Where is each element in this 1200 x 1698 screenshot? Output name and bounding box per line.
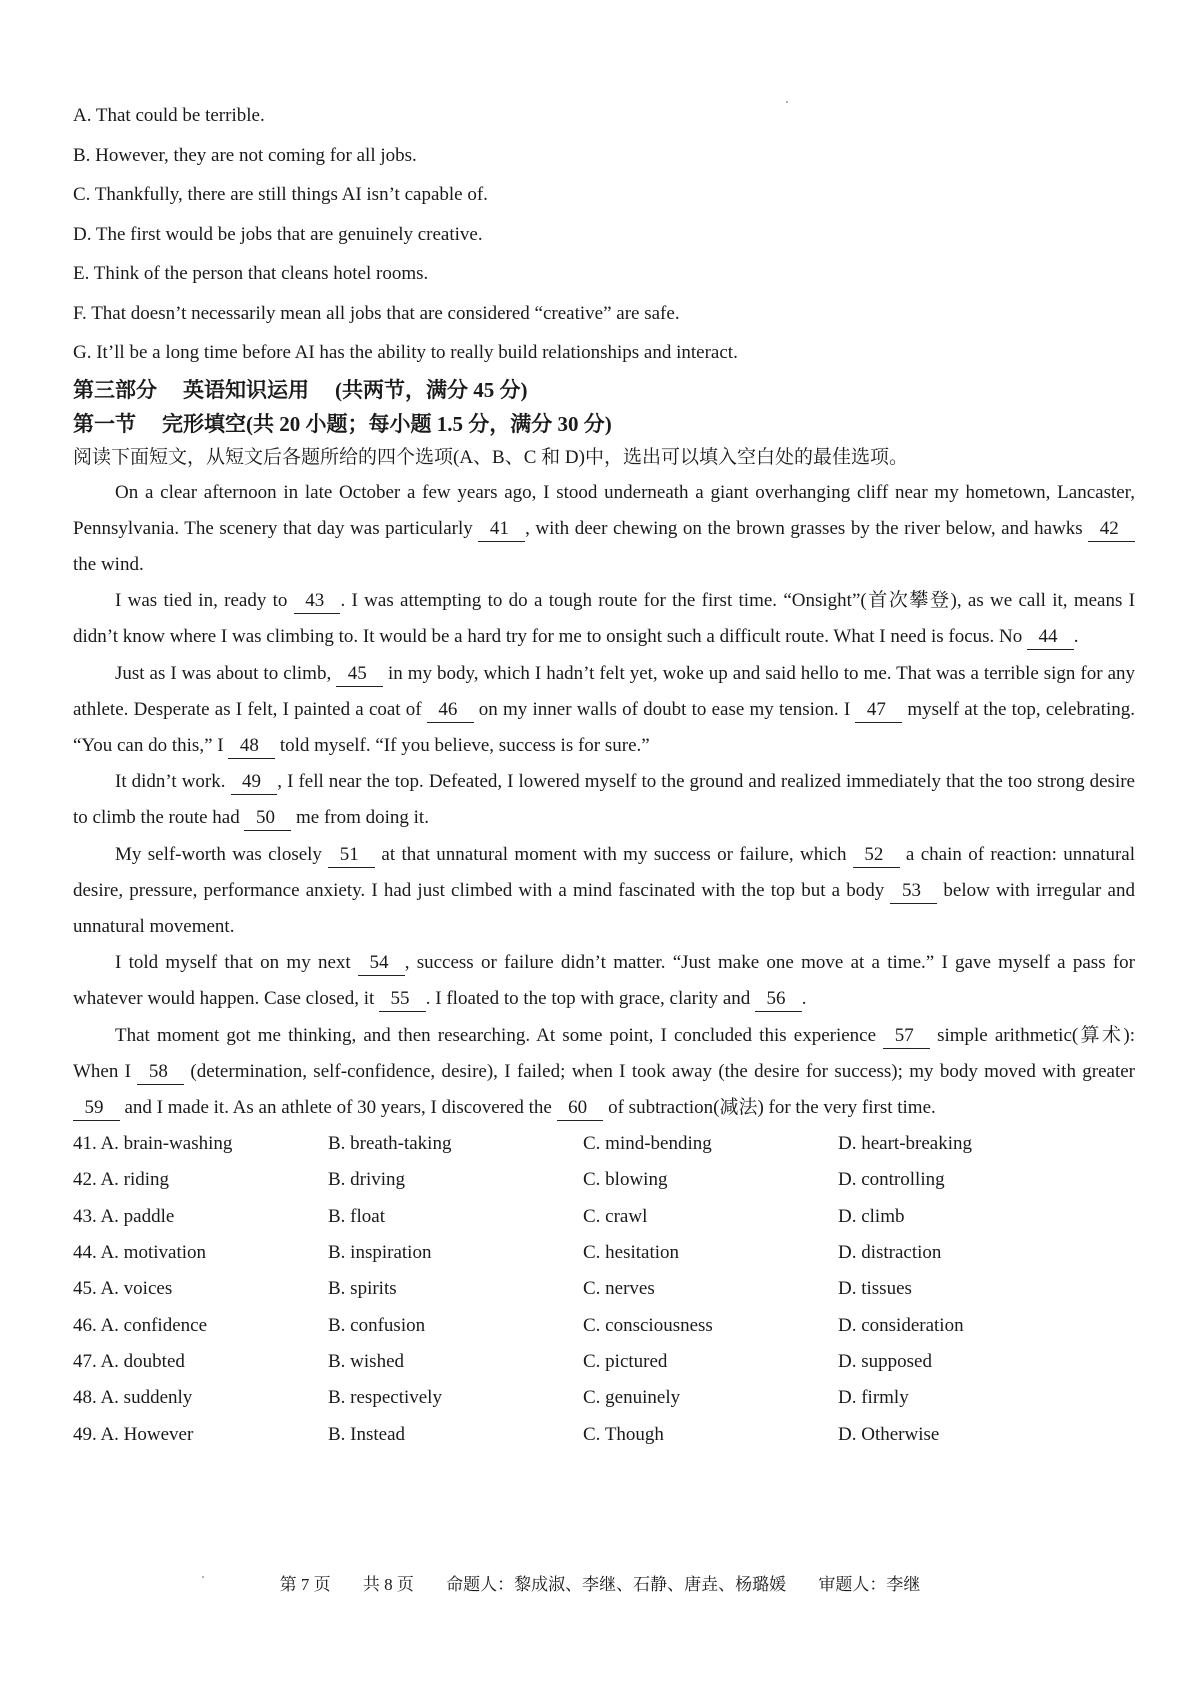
- choice-d[interactable]: D. firmly: [838, 1387, 909, 1409]
- page-total: 共 8 页: [362, 1575, 414, 1594]
- choice-c[interactable]: C. pictured: [583, 1350, 668, 1372]
- choices-table: [73, 1126, 1135, 1453]
- choice-d[interactable]: D. climb: [838, 1205, 905, 1227]
- choice-a[interactable]: 49. A. However: [73, 1423, 194, 1445]
- answer-options-list: [73, 96, 1135, 373]
- blank-60[interactable]: 60: [557, 1096, 604, 1121]
- page-footer: [0, 1570, 1200, 1595]
- choice-row: [73, 1235, 1135, 1271]
- passage-paragraph: [73, 1018, 1135, 1127]
- passage-paragraph: [73, 656, 1135, 765]
- blank-41[interactable]: 41: [478, 517, 525, 542]
- choice-c[interactable]: C. hesitation: [583, 1242, 680, 1264]
- passage-text: of subtraction(减法) for the very first time.: [603, 1096, 936, 1118]
- option-d: D. The first would be jobs that are genuinely creative.: [73, 223, 483, 245]
- blank-53[interactable]: 53: [890, 879, 937, 904]
- option-c: C. Thankfully, there are still things AI isn’t capable of.: [73, 184, 488, 205]
- choice-row: [73, 1344, 1135, 1380]
- choice-d[interactable]: D. consideration: [838, 1314, 964, 1336]
- passage-text: a chain of reaction: unnatural desire, pressure, performance anxiety. I had just climbed with a mind fascinated with the top but a body: [73, 843, 1135, 901]
- choice-row: [73, 1126, 1135, 1162]
- blank-45[interactable]: 45: [336, 662, 383, 687]
- option-g: G. It’ll be a long time before AI has the ability to really build relationships and interact.: [73, 342, 738, 363]
- choice-c[interactable]: C. nerves: [583, 1278, 655, 1300]
- passage-text: me from doing it.: [291, 807, 429, 829]
- page-number: 第 7 页: [279, 1575, 331, 1594]
- choice-d[interactable]: D. tissues: [838, 1278, 912, 1300]
- choice-b[interactable]: B. spirits: [328, 1278, 397, 1300]
- passage-text: at that unnatural moment with my success or failure, which: [375, 843, 853, 865]
- exam-page: [73, 96, 1135, 1453]
- passage-text: the wind.: [73, 553, 144, 575]
- choice-c[interactable]: C. genuinely: [583, 1387, 681, 1409]
- part-subtitle: 英语知识运用: [183, 377, 309, 402]
- choice-d[interactable]: D. controlling: [838, 1169, 945, 1191]
- choice-a[interactable]: 45. A. voices: [73, 1278, 173, 1300]
- blank-49[interactable]: 49: [231, 770, 278, 795]
- choice-c[interactable]: C. crawl: [583, 1205, 648, 1227]
- passage-text: myself at the top, celebrating. “You can do this,” I: [73, 698, 1136, 756]
- option-f: F. That doesn’t necessarily mean all jobs that are considered “creative” are safe.: [73, 302, 680, 324]
- blank-58[interactable]: 58: [137, 1060, 184, 1085]
- blank-57[interactable]: 57: [883, 1024, 930, 1049]
- passage-paragraph: [73, 583, 1135, 655]
- choice-c[interactable]: C. blowing: [583, 1169, 668, 1191]
- choice-d[interactable]: D. supposed: [838, 1350, 932, 1372]
- choice-b[interactable]: B. inspiration: [328, 1242, 432, 1264]
- blank-55[interactable]: 55: [379, 987, 426, 1012]
- blank-54[interactable]: 54: [358, 951, 405, 976]
- choice-row: [73, 1162, 1135, 1198]
- passage-text: (determination, self-confidence, desire), I failed; when I took away (the desire for success); my body moved with greater: [184, 1060, 1135, 1082]
- passage-text: .: [801, 988, 807, 1010]
- passage-text: It didn’t work.: [115, 771, 231, 793]
- passage-text: and I made it. As an athlete of 30 years, I discovered the: [119, 1096, 557, 1118]
- passage-text: , with deer chewing on the brown grasses by the river below, and hawks: [525, 517, 1089, 539]
- passage-text: told myself. “If you believe, success is for sure.”: [275, 734, 650, 756]
- choice-a[interactable]: 46. A. confidence: [73, 1314, 208, 1336]
- blank-50[interactable]: 50: [244, 806, 291, 831]
- authors: 命题人：黎成淑、李继、石静、唐垚、杨璐媛: [446, 1575, 787, 1594]
- passage-text: . I was attempting to do a tough route for the first time. “Onsight”(首次攀登), as we call it, means I didn’t know where I was climbing to. It would be a hard try for me to onsight such a difficult route. What I need is focus. No: [73, 590, 1135, 648]
- choice-b[interactable]: B. breath-taking: [328, 1133, 452, 1155]
- choice-d[interactable]: D. Otherwise: [838, 1423, 940, 1445]
- passage-text: , I fell near the top. Defeated, I lowered myself to the ground and realized immediately that the too strong desire to climb the route had: [73, 771, 1135, 829]
- passage-text: I told myself that on my next: [115, 952, 358, 974]
- passage-text: My self-worth was closely: [115, 843, 329, 865]
- choice-a[interactable]: 48. A. suddenly: [73, 1387, 193, 1409]
- passage-text: That moment got me thinking, and then researching. At some point, I concluded this experience: [115, 1024, 884, 1046]
- reviewer: 审题人：李继: [818, 1575, 921, 1594]
- choice-b[interactable]: B. respectively: [328, 1387, 442, 1409]
- part-score: (共两节，满分 45 分): [335, 377, 528, 402]
- blank-43[interactable]: 43: [294, 589, 341, 614]
- section-one-heading: [73, 407, 1135, 441]
- section-subtitle: 完形填空(共 20 小题；每小题 1.5 分，满分 30 分): [162, 411, 612, 436]
- passage-paragraph: [73, 945, 1135, 1017]
- blank-51[interactable]: 51: [328, 843, 375, 868]
- choice-a[interactable]: 44. A. motivation: [73, 1242, 206, 1264]
- passage-text: , success or failure didn’t matter. “Just make one move at a time.” I gave myself a pass for whatever would happen. Case closed, it: [73, 952, 1136, 1010]
- choice-c[interactable]: C. mind-bending: [583, 1133, 712, 1155]
- passage-paragraph: [73, 837, 1135, 946]
- blank-44[interactable]: 44: [1027, 625, 1074, 650]
- passage-text: below with irregular and unnatural movement.: [73, 879, 1135, 937]
- blank-46[interactable]: 46: [427, 698, 474, 723]
- choice-row: [73, 1380, 1135, 1416]
- passage-text: . I floated to the top with grace, clarity and: [425, 988, 755, 1010]
- blank-47[interactable]: 47: [855, 698, 902, 723]
- passage-text: I was tied in, ready to: [115, 590, 294, 612]
- option-a: A. That could be terrible.: [73, 105, 265, 126]
- choice-c[interactable]: C. Though: [583, 1423, 664, 1445]
- choice-a[interactable]: 41. A. brain-washing: [73, 1133, 233, 1155]
- passage-text: Just as I was about to climb,: [115, 662, 337, 684]
- choice-d[interactable]: D. heart-breaking: [838, 1133, 972, 1155]
- blank-56[interactable]: 56: [755, 987, 802, 1012]
- instructions: 阅读下面短文，从短文后各题所给的四个选项(A、B、C 和 D)中，选出可以填入空白处的最佳选项。: [73, 446, 908, 468]
- choice-row: [73, 1417, 1135, 1453]
- option-e: E. Think of the person that cleans hotel rooms.: [73, 263, 429, 284]
- choice-b[interactable]: B. wished: [328, 1350, 404, 1372]
- part-title: 第三部分: [73, 377, 157, 402]
- choice-b[interactable]: B. driving: [328, 1169, 406, 1191]
- blank-52[interactable]: 52: [853, 843, 900, 868]
- choice-row: [73, 1199, 1135, 1235]
- choice-a[interactable]: 47. A. doubted: [73, 1350, 185, 1372]
- passage-paragraph: [73, 764, 1135, 836]
- choice-a[interactable]: 43. A. paddle: [73, 1205, 175, 1227]
- blank-48[interactable]: 48: [228, 734, 275, 759]
- passage-paragraph: [73, 475, 1135, 584]
- blank-59[interactable]: 59: [73, 1096, 120, 1121]
- choice-a[interactable]: 42. A. riding: [73, 1169, 170, 1191]
- choice-d[interactable]: D. distraction: [838, 1242, 942, 1264]
- cloze-passage: [73, 475, 1135, 1127]
- choice-c[interactable]: C. consciousness: [583, 1314, 713, 1336]
- choice-b[interactable]: B. Instead: [328, 1423, 406, 1445]
- passage-text: in my body, which I hadn’t felt yet, woke up and said hello to me. That was a terrible sign for any athlete. Desperate as I felt, I painted a coat of: [73, 662, 1135, 720]
- option-b: B. However, they are not coming for all jobs.: [73, 144, 417, 166]
- choice-b[interactable]: B. float: [328, 1205, 385, 1227]
- passage-text: on my inner walls of doubt to ease my tension. I: [473, 698, 856, 720]
- section-title: 第一节: [73, 411, 136, 436]
- part-three-heading: [73, 373, 1135, 407]
- blank-42[interactable]: 42: [1088, 517, 1135, 542]
- passage-text: .: [1073, 626, 1079, 648]
- passage-text: simple arithmetic(算术): When I: [73, 1024, 1135, 1082]
- passage-text: On a clear afternoon in late October a few years ago, I stood underneath a giant overhanging cliff near my hometown, Lancaster, Pennsylvania. The scenery that day was particularly: [73, 481, 1135, 539]
- choice-row: [73, 1271, 1135, 1307]
- choice-b[interactable]: B. confusion: [328, 1314, 426, 1336]
- choice-row: [73, 1308, 1135, 1344]
